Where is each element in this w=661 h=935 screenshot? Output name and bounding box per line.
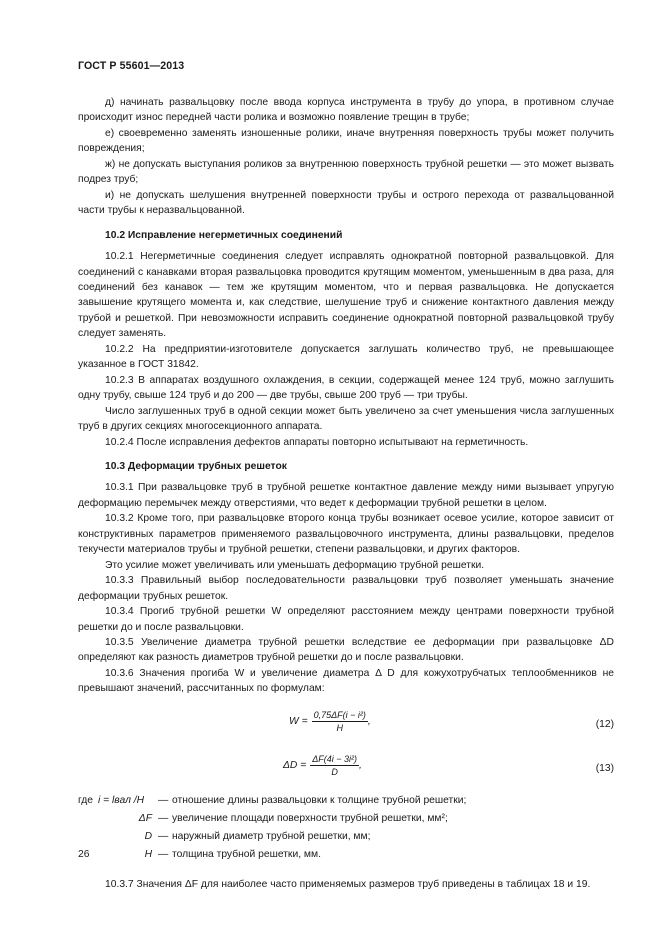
definition-dash: —	[158, 848, 169, 860]
definition-text: увеличение площади поверхности трубной решетки, мм²;	[172, 812, 448, 824]
formula-13-fraction	[310, 753, 359, 778]
definition-row	[78, 847, 614, 865]
definition-symbol: ΔF	[138, 812, 152, 824]
formula-12-fraction	[312, 709, 368, 734]
paragraph-10-3-2: 10.3.2 Кроме того, при развальцовке второго конца трубы возникает осевое усилие, которое зависит от конструктивных параметров применяемого развальцовочного инструмента, длины развальцовки, пределов текучести материалов трубы и трубной решетки, степени развальцовки, и других факторов.	[78, 513, 614, 556]
paragraph-10-3-3: 10.3.3 Правильный выбор последовательности развальцовки труб позволяет уменьшать значение деформации трубных решеток.	[78, 575, 614, 602]
definition-symbol: H	[144, 848, 152, 860]
definition-dash: —	[158, 794, 169, 806]
list-item-i: и) не допускать шелушения внутренней поверхности трубы и острого перехода от развальцованной части трубы к неразвальцованной.	[78, 189, 614, 217]
definition-symbol: D	[144, 830, 152, 842]
list-item-d: д) начинать развальцовку после ввода корпуса инструмента в трубу до упора, в противном случае происходит износ передней части ролика и возможно появление трещин в трубе;	[78, 97, 614, 124]
paragraph-10-2-3-cont: Число заглушенных труб в одной секции может быть увеличено за счет уменьшения числа заглушенных труб в других секциях многосекционного аппарата.	[78, 405, 614, 433]
definition-row	[78, 829, 614, 847]
formula-12-tail: ,	[367, 715, 371, 727]
definition-prefix: где	[78, 794, 94, 806]
definition-dash: —	[158, 812, 169, 824]
formula-12-lhs: W =	[289, 715, 308, 727]
list-item-e: е) своевременно заменять изношенные ролики, иначе внутренняя поверхность трубы может получить повреждения;	[78, 127, 614, 155]
formula-12	[78, 703, 614, 743]
section-heading-10-3: 10.3 Деформации трубных решеток	[105, 460, 287, 472]
page-number: 26	[78, 849, 90, 860]
definition-symbol: i = lвал /H	[98, 794, 145, 806]
section-heading-10-2: 10.2 Исправление негерметичных соединений	[105, 229, 343, 241]
document-body	[78, 95, 614, 892]
paragraph-10-2-1: 10.2.1 Негерметичные соединения следует исправлять однократной повторной развальцовкой. Для соединений с канавками вторая развальцовка проводится крутящим моментом, уменьшенным в два раза, для соединений без канавок — тем же крутящим моментом, что и первая развальцовка. Не допускается завышение крутящего момента и, как следствие, шелушение труб и снижение контактного давления между трубой и решеткой. При невозможности исправить соединение однократной повторной развальцовкой трубу следует заменять.	[78, 251, 614, 340]
definition-row	[78, 793, 614, 811]
formula-13-numerator: ΔF(4i − 3i²)	[312, 753, 358, 764]
formula-13	[78, 747, 614, 787]
formula-13-tail: ,	[359, 759, 362, 771]
definition-text: толщина трубной решетки, мм.	[172, 848, 321, 860]
paragraph-10-2-3: 10.2.3 В аппаратах воздушного охлаждения, в секции, содержащей менее 124 труб, можно заглушить одну трубу, свыше 124 труб и до 200 — две трубы, свыше 200 труб — три трубы.	[78, 374, 614, 402]
document-header: ГОСТ Р 55601—2013	[78, 60, 185, 72]
paragraph-10-3-7: 10.3.7 Значения ΔF для наиболее часто применяемых размеров труб приведены в таблицах 18 и 19.	[105, 878, 591, 890]
formula-13-lhs: ΔD =	[283, 759, 307, 771]
paragraph-10-3-4: 10.3.4 Прогиб трубной решетки W определяют расстоянием между центрами поверхности трубной решетки до и после развальцовки.	[78, 606, 614, 633]
definition-dash: —	[158, 830, 169, 842]
formula-13-number: (13)	[595, 762, 614, 774]
formula-12-numerator: 0,75ΔF(i − i²)	[313, 709, 366, 720]
formula-13-denominator: D	[331, 766, 338, 777]
formula-12-denominator: H	[336, 722, 343, 733]
definitions-list	[78, 793, 614, 865]
list-item-zh: ж) не допускать выступания роликов за внутреннюю поверхность трубной решетки — это может вызвать подрез труб;	[78, 158, 614, 186]
paragraph-10-2-2: 10.2.2 На предприятии-изготовителе допускается заглушать количество труб, не превышающее указанное в ГОСТ 31842.	[78, 343, 614, 371]
paragraph-10-3-2-cont: Это усилие может увеличивать или уменьшать деформацию трубной решетки.	[105, 559, 485, 571]
definition-row	[78, 811, 614, 829]
paragraph-10-3-1: 10.3.1 При развальцовке труб в трубной решетке контактное давление между ними вызывает упругую деформацию перемычек между отверстиями, что ведет к деформации трубной решетки в целом.	[78, 482, 614, 509]
definition-text: отношение длины развальцовки к толщине трубной решетки;	[172, 794, 467, 806]
paragraph-10-3-6: 10.3.6 Значения прогиба W и увеличение диаметра Δ D для кожухотрубчатых теплообменников не превышают значений, рассчитанных по формулам:	[78, 667, 614, 695]
definition-text: наружный диаметр трубной решетки, мм;	[172, 830, 371, 842]
paragraph-10-3-5: 10.3.5 Увеличение диаметра трубной решетки вследствие ее деформации при развальцовке ΔD определяют как разность диаметров трубной решетки до и после развальцовки.	[78, 636, 614, 664]
formula-12-number: (12)	[595, 718, 614, 730]
paragraph-10-2-4: 10.2.4 После исправления дефектов аппараты повторно испытывают на герметичность.	[105, 436, 529, 448]
